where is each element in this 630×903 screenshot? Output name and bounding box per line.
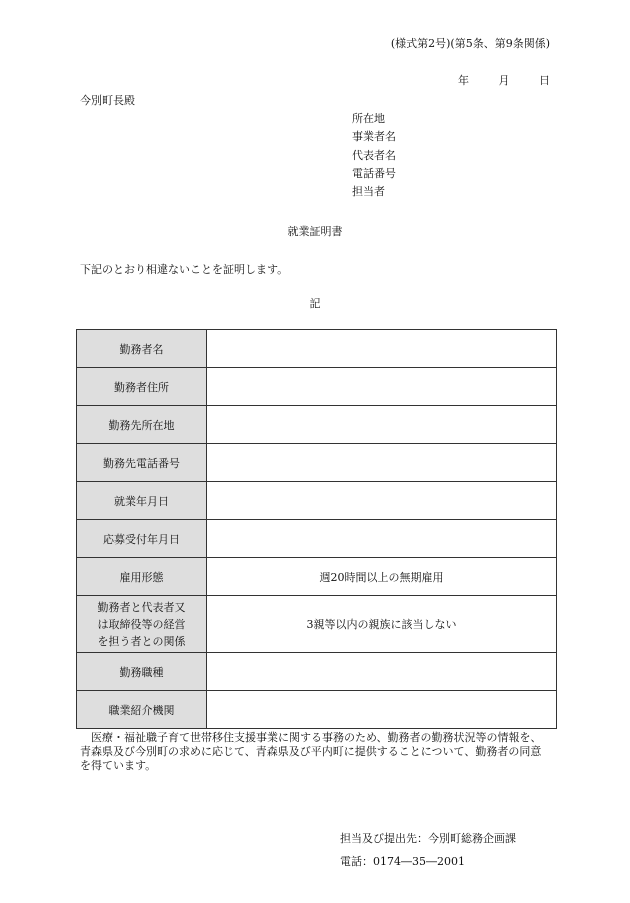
footer-phone: 電話：0174―35―2001 bbox=[340, 855, 465, 868]
date-day: 日 bbox=[539, 74, 550, 87]
row-value-relationship: 3親等以内の親族に該当しない bbox=[207, 596, 557, 653]
date-month: 月 bbox=[498, 74, 510, 87]
row-value-placement-agency[interactable] bbox=[207, 691, 557, 729]
row-value-workplace-phone[interactable] bbox=[207, 444, 557, 482]
issuer-address-label: 所在地 bbox=[352, 112, 385, 125]
issuer-business-label: 事業者名 bbox=[352, 130, 396, 143]
row-label-job-type: 勤務職種 bbox=[77, 653, 207, 691]
row-label-application-date: 応募受付年月日 bbox=[77, 520, 207, 558]
table-row bbox=[77, 444, 557, 482]
row-label-relationship-line2: は取締役等の経営 bbox=[97, 617, 186, 631]
table-row bbox=[77, 596, 557, 653]
row-label-relationship bbox=[77, 596, 207, 653]
row-value-application-date[interactable] bbox=[207, 520, 557, 558]
row-label-placement-agency: 職業紹介機関 bbox=[77, 691, 207, 729]
row-label-relationship-line3: を担う者との関係 bbox=[97, 634, 186, 648]
issuer-representative-label: 代表者名 bbox=[352, 149, 396, 162]
row-label-workplace-phone: 勤務先電話番号 bbox=[77, 444, 207, 482]
row-label-employment-type: 雇用形態 bbox=[77, 558, 207, 596]
issuer-phone-label: 電話番号 bbox=[352, 167, 396, 180]
date-line bbox=[432, 72, 550, 88]
row-value-employment-type: 週20時間以上の無期雇用 bbox=[207, 558, 557, 596]
footer-contact: 担当及び提出先：今別町総務企画課 bbox=[340, 832, 516, 845]
row-value-job-type[interactable] bbox=[207, 653, 557, 691]
row-label-worker-name: 勤務者名 bbox=[77, 330, 207, 368]
table-row bbox=[77, 691, 557, 729]
row-value-workplace-address[interactable] bbox=[207, 406, 557, 444]
form-number: (様式第2号)(第5条、第9条関係) bbox=[390, 37, 550, 50]
table-row bbox=[77, 482, 557, 520]
date-year: 年 bbox=[458, 74, 469, 87]
table-row bbox=[77, 368, 557, 406]
row-label-worker-address: 勤務者住所 bbox=[77, 368, 207, 406]
row-label-employment-date: 就業年月日 bbox=[77, 482, 207, 520]
table-row bbox=[77, 520, 557, 558]
table-row bbox=[77, 406, 557, 444]
row-label-relationship-line1: 勤務者と代表者又 bbox=[97, 600, 186, 614]
row-label-workplace-address: 勤務先所在地 bbox=[77, 406, 207, 444]
row-value-worker-name[interactable] bbox=[207, 330, 557, 368]
certificate-table bbox=[76, 329, 557, 729]
ki-heading: 記 bbox=[309, 297, 321, 310]
row-value-employment-date[interactable] bbox=[207, 482, 557, 520]
addressee: 今別町長殿 bbox=[80, 94, 135, 107]
issuer-contact-label: 担当者 bbox=[352, 185, 385, 198]
row-value-worker-address[interactable] bbox=[207, 368, 557, 406]
consent-notice: 医療・福祉職子育て世帯移住支援事業に関する事務のため、勤務者の勤務状況等の情報を、青森県及び今別町の求めに応じて、青森県及び平内町に提供することについて、勤務者の同意を得ています。 bbox=[80, 731, 542, 772]
intro-text: 下記のとおり相違ないことを証明します。 bbox=[80, 263, 289, 276]
table-row bbox=[77, 330, 557, 368]
table-row bbox=[77, 558, 557, 596]
document-title: 就業証明書 bbox=[287, 225, 343, 238]
table-row bbox=[77, 653, 557, 691]
